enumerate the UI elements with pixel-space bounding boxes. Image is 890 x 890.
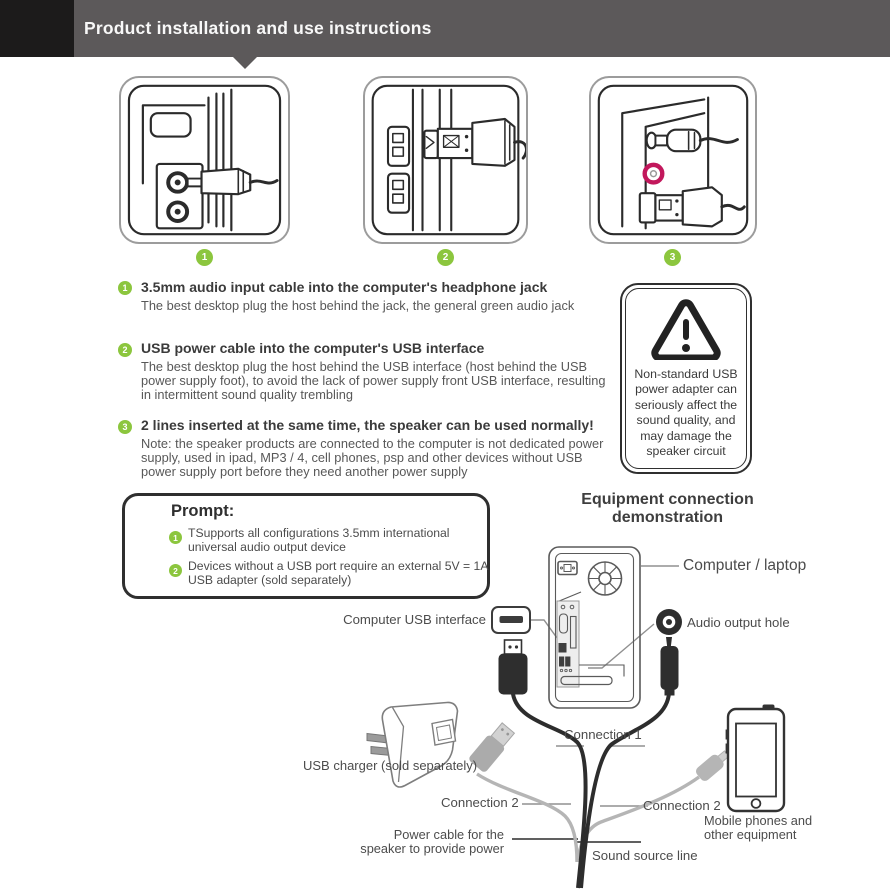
usb-plug-icon xyxy=(640,187,744,226)
usb-plug-icon xyxy=(499,640,528,695)
page-title: Product installation and use instructions xyxy=(84,18,432,38)
cable-connection1-usb xyxy=(513,694,586,888)
step-2-body: The best desktop plug the host behind the USB interface (host behind the USB power supply foot), to avoid the lack of power supply front USB interface, resulting in intermittent sound quality trembling xyxy=(141,359,606,402)
warning-triangle-icon xyxy=(651,298,721,360)
tower-power-socket-icon xyxy=(558,562,577,575)
panel-step-2-image xyxy=(363,76,528,244)
label-mobile-phones: Mobile phones and other equipment xyxy=(704,813,813,842)
warning-text: Non-standard USB power adapter can seriously affect the sound quality, and may damage the speaker circuit xyxy=(634,367,738,459)
panel-2-number-badge: 2 xyxy=(437,249,454,266)
label-connection-1: Connection 1 xyxy=(564,727,642,742)
audio-output-icon xyxy=(656,609,682,635)
tower-io-panel-icon xyxy=(557,601,579,687)
usb-ports-icon xyxy=(388,127,409,213)
label-usb-charger: USB charger (sold separately) xyxy=(303,758,478,773)
panel-3-number-badge: 3 xyxy=(664,249,681,266)
panel-3-illustration xyxy=(591,78,755,242)
panel-step-3-image xyxy=(589,76,757,244)
step-3-heading: 2 lines inserted at the same time, the speaker can be used normally! xyxy=(141,417,594,433)
label-sound-source-line: Sound source line xyxy=(592,848,698,863)
step-2-heading: USB power cable into the computer's USB interface xyxy=(141,340,485,356)
step-1-number-badge: 1 xyxy=(118,281,132,295)
header-corner xyxy=(0,0,74,57)
prompt-title: Prompt: xyxy=(171,502,235,520)
diagram-title: Equipment connection demonstration xyxy=(581,491,754,526)
computer-case-lines xyxy=(413,90,451,231)
audio-plug-icon xyxy=(647,130,738,151)
warning-box xyxy=(620,283,752,474)
audio-jacks-icon xyxy=(168,173,187,221)
audio-port-highlight-icon xyxy=(645,165,663,183)
panel-1-number-badge: 1 xyxy=(196,249,213,266)
usb-charger-icon xyxy=(367,702,458,787)
prompt-item-2-badge: 2 xyxy=(169,564,182,577)
phone-icon xyxy=(726,705,784,812)
panel-step-1-image xyxy=(119,76,290,244)
label-connection-2-left: Connection 2 xyxy=(441,795,519,810)
label-connection-2-right: Connection 2 xyxy=(643,798,721,813)
label-power-cable: Power cable for the speaker to provide power xyxy=(360,827,504,856)
audio-plug-icon xyxy=(188,169,277,194)
prompt-item-2-text: Devices without a USB port require an external 5V = 1A USB adapter (sold separately) xyxy=(188,559,488,587)
prompt-item-1-badge: 1 xyxy=(169,531,182,544)
tower-fan-icon xyxy=(589,562,622,595)
step-3-body: Note: the speaker products are connected to the computer is not dedicated power supply, used in ipad, MP3 / 4, cell phones, psp and other devices without USB power supply port before they need another power supply xyxy=(141,436,604,479)
step-1-body: The best desktop plug the host behind the jack, the general green audio jack xyxy=(141,298,575,313)
computer-tower-icon xyxy=(549,547,640,708)
label-computer-laptop: Computer / laptop xyxy=(683,557,807,574)
step-3-number-badge: 3 xyxy=(118,420,132,434)
step-1-heading: 3.5mm audio input cable into the computer's headphone jack xyxy=(141,279,548,295)
label-audio-output-hole: Audio output hole xyxy=(687,615,790,630)
usb-port-icon xyxy=(492,607,530,633)
banner-pointer-arrow xyxy=(232,56,258,69)
panel-2-illustration xyxy=(365,78,526,242)
prompt-item-1-text: TSupports all configurations 3.5mm international universal audio output device xyxy=(188,526,450,554)
panel-1-illustration xyxy=(121,78,288,242)
step-2-number-badge: 2 xyxy=(118,343,132,357)
audio-plug-icon xyxy=(661,637,679,696)
label-computer-usb-interface: Computer USB interface xyxy=(343,612,486,627)
